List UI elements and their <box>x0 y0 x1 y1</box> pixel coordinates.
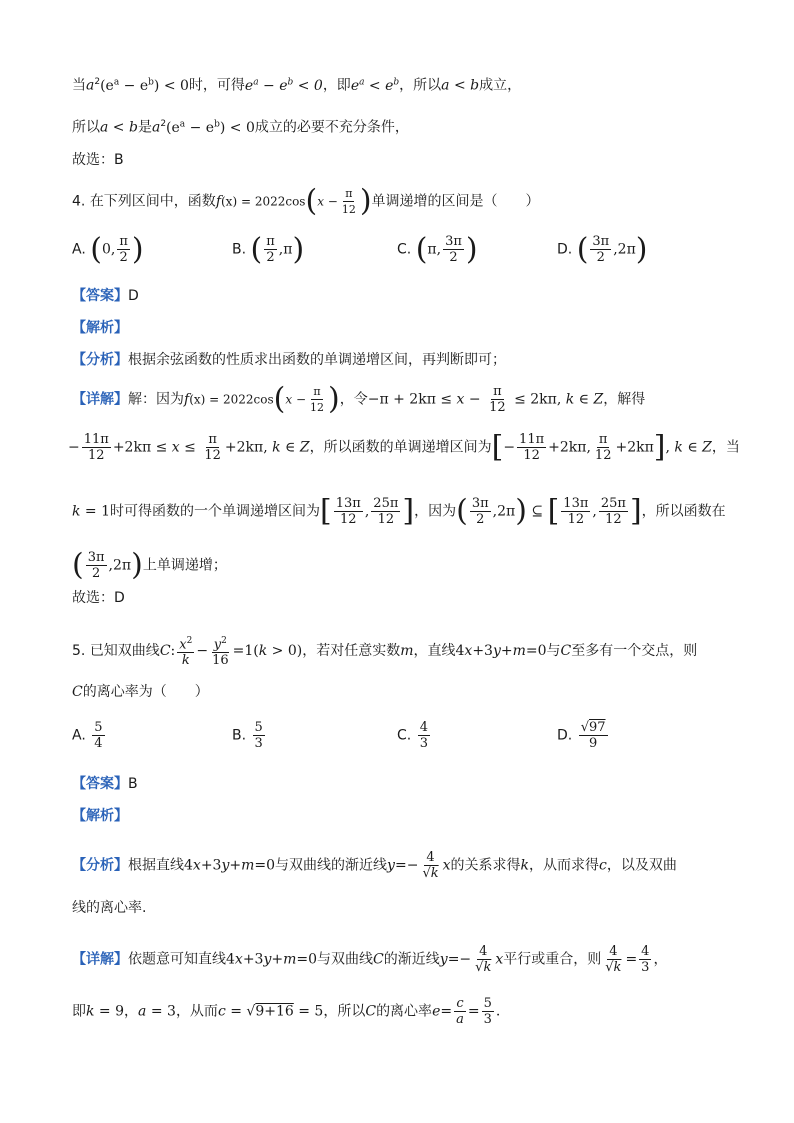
q5-option-d: D. $\frac{√97}{9}$ <box>557 720 606 751</box>
text: 与双曲线 <box>317 951 374 968</box>
q5-detail-1: 【详解】依题意可知直线4x+3y+m=0与双曲线C的渐近线y=− $\frac{4}{√k}$ x平行或重合，则 $\frac{4}{√k}$ = $\frac{4}{3}$ ， <box>72 944 668 975</box>
text: ，以及双曲 <box>606 857 677 874</box>
text: 至多有一个交点，则 <box>571 643 698 660</box>
q4-option-b: B. ( $\frac{\pi}{2}$ ,π) <box>232 232 305 267</box>
option-label: D. <box>557 241 573 258</box>
answer-tag: 【答案】 <box>72 288 128 304</box>
text: ，所以函数的单调递增区间为 <box>309 439 492 456</box>
q5-fenxi: 【分析】根据直线4x+3y+m=0与双曲线的渐近线y=− $\frac{4}{√k}$ x的关系求得k，从而求得c，以及双曲 <box>72 850 677 881</box>
option-label: B. <box>232 727 247 744</box>
analysis-tag: 【分析】 <box>72 352 128 368</box>
text: 的关系求得 <box>450 857 521 874</box>
text: ，当 <box>711 439 740 456</box>
text: 已知双曲线 <box>89 643 160 660</box>
q4-end: 故选：D <box>72 590 125 606</box>
q5-option-b: B. $\frac{5}{3}$ <box>232 720 263 751</box>
q4-analysis-tag: 【解析】 <box>72 320 128 336</box>
text: 是 <box>137 119 152 136</box>
q4-option-c: C. (π, $\frac{3\pi}{2}$ ) <box>397 232 478 267</box>
detail-tag: 【详解】 <box>72 951 128 968</box>
text: 即 <box>72 1003 86 1020</box>
text: ，从而求得 <box>529 857 600 874</box>
q5-answer <box>72 774 138 794</box>
question-5: 5. 已知双曲线C: $\frac{x^2}{k}$ − $\frac{y^2}{16}$ =1(k > 0)，若对任意实数m，直线4x+3y+m=0与C至多有一个交点，则 <box>72 636 698 669</box>
text: 在下列区间中，函数 <box>89 193 216 210</box>
q4-detail-4: ( $\frac{3\pi}{2}$ ,2π)上单调递增； <box>72 547 227 583</box>
option-label: D. <box>557 727 573 744</box>
line-1: 当$a^2(e^a - e^b) < 0$时，可得$e^a - e^b < 0$，即$e^a < e^b$，所以a < b成立， <box>72 77 522 94</box>
q4-fenxi <box>72 350 506 370</box>
line-2: 所以a < b是$a^2(e^a - e^b) < 0$成立的必要不充分条件， <box>72 119 409 136</box>
q5-option-a: A. $\frac{5}{4}$ <box>72 720 103 751</box>
text: 成立， <box>479 77 522 94</box>
text: ，令 <box>339 391 368 408</box>
text: ，因为 <box>414 503 457 520</box>
question-number: 4. <box>72 193 86 210</box>
text: ，若对任意实数 <box>302 643 401 660</box>
answer-line: 故选：B <box>72 152 124 168</box>
text: 依题意可知直线 <box>128 951 226 968</box>
text: ，直线 <box>413 643 456 660</box>
text: 时可得函数的一个单调递增区间为 <box>110 503 321 520</box>
text: 解：因为 <box>128 391 184 408</box>
q5-option-c: C. $\frac{4}{3}$ <box>397 720 428 751</box>
text: 根据余弦函数的性质求出函数的单调递增区间，再判断即可； <box>128 352 506 368</box>
text: ，所以函数在 <box>641 503 726 520</box>
text: ，所以 <box>323 1003 366 1020</box>
text: 成立的必要不充分条件， <box>254 119 409 136</box>
option-label: C. <box>397 241 412 258</box>
text: 上单调递增； <box>142 557 227 574</box>
text: ，解得 <box>603 391 646 408</box>
q5-analysis-tag: 【解析】 <box>72 808 128 824</box>
text: 根据直线 <box>128 857 184 874</box>
q5-detail-2: 即k = 9，a = 3，从而c = √9+16 = 5，所以C的离心率e= $\frac{c}{a}$ = $\frac{5}{3}$ . <box>72 996 501 1027</box>
text: 当 <box>72 77 86 94</box>
q4-detail-2: − $\frac{11\pi}{12}$ +2kπ ≤ x ≤ $\frac{\pi}{12}$ +2kπ, k ∈ Z，所以函数的单调递增区间为[− $\frac{11\pi}{12}$ +2kπ, $\frac{\pi}{12}$ +2kπ], k ∈ Z，当 <box>68 429 740 465</box>
q4-detail-1: 【详解】解：因为f(x) = 2022cos(x − $\frac{\pi}{12}$ )，令−π + 2kπ ≤ x − $\frac{\pi}{12}$ ≤ 2kπ, k ∈ Z，解得 <box>72 381 646 417</box>
answer-value: B <box>128 776 138 792</box>
text: 时，可得 <box>188 77 245 94</box>
option-label: A. <box>72 727 86 744</box>
text: 与 <box>546 643 561 660</box>
text: 所以 <box>72 119 100 136</box>
question-5-line-2: C的离心率为（ ） <box>72 684 209 700</box>
question-4: 4. 在下列区间中，函数f(x) = 2022cos(x − $\frac{\pi}{12}$ )单调递增的区间是（ ） <box>72 183 540 219</box>
text: 的渐近线 <box>383 951 440 968</box>
text: 平行或重合，则 <box>503 951 602 968</box>
question-number: 5. <box>72 643 86 660</box>
q4-answer <box>72 286 139 306</box>
text: ， <box>124 1003 139 1020</box>
text: 的离心率 <box>376 1003 433 1020</box>
text: 与双曲线的渐近线 <box>275 857 388 874</box>
answer-value: D <box>128 288 139 304</box>
option-label: B. <box>232 241 247 258</box>
q4-option-d: D. ( $\frac{3\pi}{2}$ ,2π) <box>557 232 648 267</box>
text: ，从而 <box>175 1003 218 1020</box>
q5-fenxi-2: 线的离心率. <box>72 900 147 916</box>
q4-detail-3: k = 1时可得函数的一个单调递增区间为[ $\frac{13\pi}{12}$ , $\frac{25\pi}{12}$ ]，因为( $\frac{3\pi}{2}$ ,2π) ⊆ [ $\frac{13\pi}{12}$ , $\frac{25\pi}{12}$ ]，所以函数在 <box>72 493 726 529</box>
analysis-tag: 【分析】 <box>72 857 128 874</box>
q4-option-a: A. (0, $\frac{\pi}{2}$ ) <box>72 232 144 267</box>
option-label: C. <box>397 727 412 744</box>
text: 单调递增的区间是（ ） <box>371 193 540 210</box>
option-label: A. <box>72 241 86 258</box>
answer-tag: 【答案】 <box>72 776 128 792</box>
detail-tag: 【详解】 <box>72 391 128 408</box>
text: ，所以 <box>399 77 442 94</box>
text: ，即 <box>322 77 351 94</box>
text: 的离心率为（ ） <box>82 684 209 700</box>
text: ， <box>653 951 668 968</box>
